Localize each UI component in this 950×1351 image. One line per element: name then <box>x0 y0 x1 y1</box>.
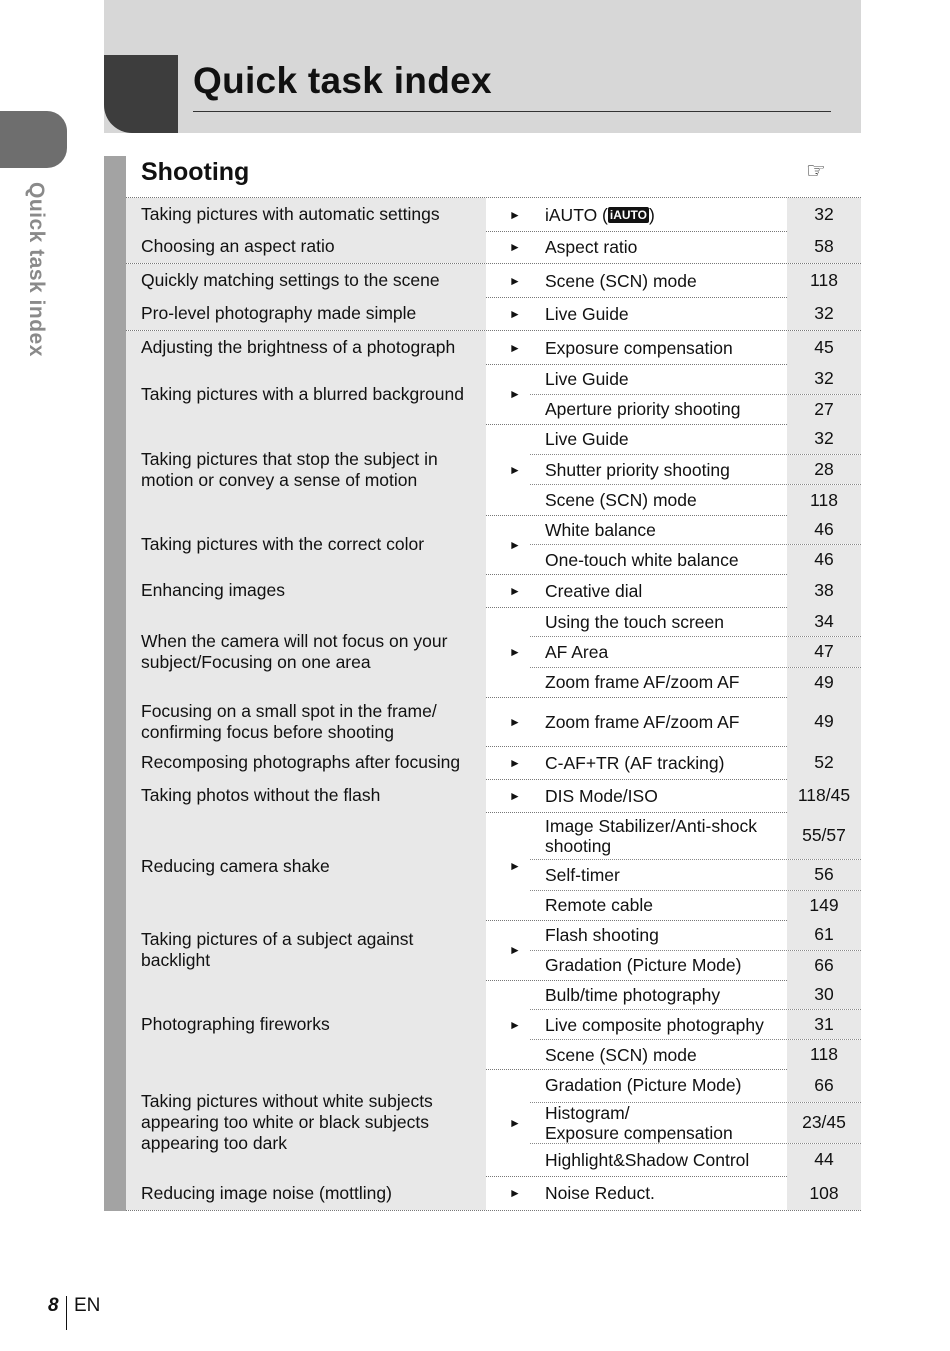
function-list <box>530 297 861 330</box>
section-title: Shooting <box>141 158 250 186</box>
page-reference: 28 <box>787 455 861 485</box>
page-reference: 34 <box>787 607 861 636</box>
page-reference: 46 <box>787 545 861 574</box>
table-row <box>126 607 861 698</box>
table-row <box>126 424 861 516</box>
arrow-right-icon: ► <box>509 755 521 770</box>
function-item <box>530 515 861 544</box>
function-name-text: iAUTO ( <box>545 204 608 225</box>
function-item <box>530 364 861 394</box>
function-item <box>530 574 861 607</box>
function-item <box>530 198 861 231</box>
function-item <box>530 331 861 364</box>
table-row <box>126 812 861 921</box>
page-reference: 149 <box>787 891 861 920</box>
task-label: Taking pictures with the correct color <box>126 515 486 574</box>
table-row <box>126 264 861 298</box>
function-item <box>530 1176 861 1210</box>
arrow-right-icon: ► <box>509 943 521 957</box>
page-reference: 31 <box>787 1010 861 1039</box>
function-list <box>530 230 861 263</box>
side-tab <box>0 111 67 168</box>
function-name: Scene (SCN) mode <box>545 270 697 291</box>
header-accent-block <box>104 55 178 133</box>
function-list <box>530 364 861 424</box>
function-name: Scene (SCN) mode <box>545 490 697 511</box>
arrow-right-icon: ► <box>509 583 521 598</box>
page-reference: 32 <box>787 297 861 330</box>
table-row <box>126 920 861 981</box>
task-label: Taking pictures that stop the subject in motion or convey a sense of motion <box>126 424 486 515</box>
function-list <box>530 607 861 697</box>
function-name: Using the touch screen <box>545 611 724 632</box>
arrow-right-icon: ► <box>509 239 521 254</box>
function-name: Self-timer <box>545 864 620 885</box>
page-reference: 32 <box>787 198 861 231</box>
page-reference: 55/57 <box>787 812 861 859</box>
function-name: Aspect ratio <box>545 236 638 257</box>
task-label: Photographing fireworks <box>126 980 486 1069</box>
page-reference: 56 <box>787 860 861 889</box>
function-item <box>530 544 861 574</box>
task-label: Choosing an aspect ratio <box>126 230 486 263</box>
function-item <box>530 779 861 812</box>
function-list <box>530 1069 861 1176</box>
task-label: Taking pictures with automatic settings <box>126 198 486 231</box>
task-label: Taking pictures without white subjects appearing too white or black subjects appearing too dark <box>126 1069 486 1176</box>
arrow-right-icon: ► <box>509 387 521 401</box>
function-item <box>530 484 861 515</box>
function-list <box>530 812 861 920</box>
table-row <box>126 297 861 331</box>
function-list <box>530 697 861 746</box>
function-name: Flash shooting <box>545 924 659 945</box>
function-name: Live Guide <box>545 303 629 324</box>
page-reference: 45 <box>787 331 861 364</box>
function-item <box>530 950 861 981</box>
page-reference: 118/45 <box>787 779 861 812</box>
table-row <box>126 364 861 425</box>
arrow-right-icon: ► <box>509 1186 521 1200</box>
function-item <box>530 636 861 666</box>
task-label: Pro-level photography made simple <box>126 297 486 330</box>
arrow-right-icon: ► <box>509 788 521 803</box>
page-reference: 52 <box>787 746 861 779</box>
arrow-right-icon: ► <box>509 462 521 477</box>
function-name: Histogram/ Exposure compensation <box>545 1102 733 1143</box>
arrow-right-icon: ► <box>509 645 521 659</box>
function-name <box>530 198 787 231</box>
function-list <box>530 198 861 231</box>
function-item <box>530 980 861 1009</box>
arrow-right-icon: ► <box>509 273 521 288</box>
task-label: Taking pictures of a subject against backlight <box>126 920 486 980</box>
task-label: Adjusting the brightness of a photograph <box>126 331 486 364</box>
function-name: Noise Reduct. <box>545 1183 655 1203</box>
function-list <box>530 331 861 364</box>
language-label: EN <box>74 1295 101 1316</box>
task-label: Enhancing images <box>126 574 486 607</box>
arrow-right-icon: ► <box>509 714 521 729</box>
table-row <box>126 1069 861 1177</box>
side-tab-label: Quick task index <box>25 182 48 357</box>
function-list <box>530 574 861 607</box>
function-name: Live composite photography <box>545 1014 764 1035</box>
function-item <box>530 890 861 920</box>
function-name: AF Area <box>545 641 609 662</box>
page-title: Quick task index <box>193 60 492 101</box>
task-label: Taking pictures with a blurred background <box>126 364 486 424</box>
table-row <box>126 697 861 747</box>
task-label: Quickly matching settings to the scene <box>126 264 486 297</box>
table-row <box>126 230 861 264</box>
function-name: Bulb/time photography <box>545 984 721 1005</box>
page-reference: 118 <box>787 264 861 297</box>
function-name: Zoom frame AF/zoom AF <box>545 672 740 693</box>
function-name: Image Stabilizer/Anti-shock shooting <box>545 815 758 856</box>
function-item <box>530 1143 861 1177</box>
function-list <box>530 424 861 515</box>
function-name: Highlight&Shadow Control <box>545 1149 750 1170</box>
function-name: Gradation (Picture Mode) <box>545 955 742 976</box>
page-reference: 32 <box>787 424 861 454</box>
task-label: When the camera will not focus on your subject/Focusing on one area <box>126 607 486 697</box>
table-row <box>126 197 861 232</box>
function-name: White balance <box>545 519 656 540</box>
task-label: Taking photos without the flash <box>126 779 486 812</box>
footer-divider <box>66 1296 67 1330</box>
function-name: C-AF+TR (AF tracking) <box>545 752 725 773</box>
page-reference: 27 <box>787 395 861 425</box>
task-label: Reducing camera shake <box>126 812 486 920</box>
arrow-right-icon: ► <box>509 1115 521 1130</box>
function-name: Exposure compensation <box>545 337 733 358</box>
page-reference: 30 <box>787 980 861 1009</box>
function-list <box>530 746 861 779</box>
page-reference: 118 <box>787 1040 861 1069</box>
function-name: Remote cable <box>545 895 653 916</box>
page-number: 8 <box>48 1295 59 1316</box>
function-list <box>530 920 861 980</box>
page-reference: 49 <box>787 668 861 697</box>
page-reference: 58 <box>787 230 861 263</box>
function-name: Live Guide <box>545 368 629 389</box>
function-list <box>530 779 861 812</box>
function-item <box>530 264 861 297</box>
function-item <box>530 746 861 779</box>
task-label: Focusing on a small spot in the frame/ confirming focus before shooting <box>126 697 486 746</box>
function-item <box>530 697 861 746</box>
function-list <box>530 1176 861 1210</box>
arrow-right-icon: ► <box>509 340 521 355</box>
page-reference: 61 <box>787 920 861 950</box>
function-item <box>530 812 861 859</box>
arrow-right-icon: ► <box>509 537 521 552</box>
arrow-right-icon: ► <box>509 306 521 321</box>
function-item <box>530 607 861 636</box>
function-name: DIS Mode/ISO <box>545 785 658 806</box>
page-reference: 23/45 <box>787 1103 861 1143</box>
table-row <box>126 574 861 608</box>
function-item <box>530 859 861 889</box>
task-label: Recomposing photographs after focusing <box>126 746 486 779</box>
function-name: Zoom frame AF/zoom AF <box>545 711 740 732</box>
function-name-suffix: ) <box>649 204 655 225</box>
arrow-right-icon: ► <box>509 1017 521 1032</box>
function-item <box>530 454 861 485</box>
table-row <box>126 746 861 780</box>
function-item <box>530 1102 861 1143</box>
page-reference: 47 <box>787 637 861 666</box>
page-reference: 66 <box>787 1069 861 1102</box>
title-rule <box>193 111 831 112</box>
function-item <box>530 1039 861 1069</box>
function-item <box>530 1009 861 1039</box>
page-reference: 38 <box>787 574 861 607</box>
task-label: Reducing image noise (mottling) <box>126 1176 486 1210</box>
table-row <box>126 980 861 1070</box>
function-name: Gradation (Picture Mode) <box>545 1075 742 1096</box>
page-reference: 46 <box>787 515 861 544</box>
page-reference: 118 <box>787 485 861 515</box>
page-reference: 108 <box>787 1176 861 1210</box>
function-item <box>530 394 861 425</box>
function-name: Creative dial <box>545 580 643 601</box>
table-row <box>126 515 861 575</box>
function-item <box>530 424 861 454</box>
function-name: One-touch white balance <box>545 549 739 570</box>
arrow-right-icon: ► <box>509 859 521 873</box>
arrow-right-icon: ► <box>509 207 521 222</box>
page-reference: 32 <box>787 364 861 394</box>
table-row <box>126 331 861 365</box>
function-name: Live Guide <box>545 428 629 449</box>
function-item <box>530 297 861 330</box>
function-item <box>530 667 861 697</box>
function-list <box>530 515 861 574</box>
iauto-mode-icon: iAUTO <box>609 207 647 222</box>
function-list <box>530 980 861 1069</box>
function-name: Scene (SCN) mode <box>545 1044 697 1065</box>
function-name: Aperture priority shooting <box>545 399 741 420</box>
pointing-hand-icon: ☞ <box>806 158 826 183</box>
function-name: Shutter priority shooting <box>545 459 730 480</box>
function-item <box>530 230 861 263</box>
table-row <box>126 779 861 813</box>
function-item <box>530 920 861 950</box>
function-item <box>530 1069 861 1102</box>
page-reference: 44 <box>787 1144 861 1177</box>
section-bar <box>104 156 126 1211</box>
function-list <box>530 264 861 297</box>
table-row <box>126 1176 861 1211</box>
page-reference: 49 <box>787 697 861 746</box>
page-reference: 66 <box>787 951 861 981</box>
